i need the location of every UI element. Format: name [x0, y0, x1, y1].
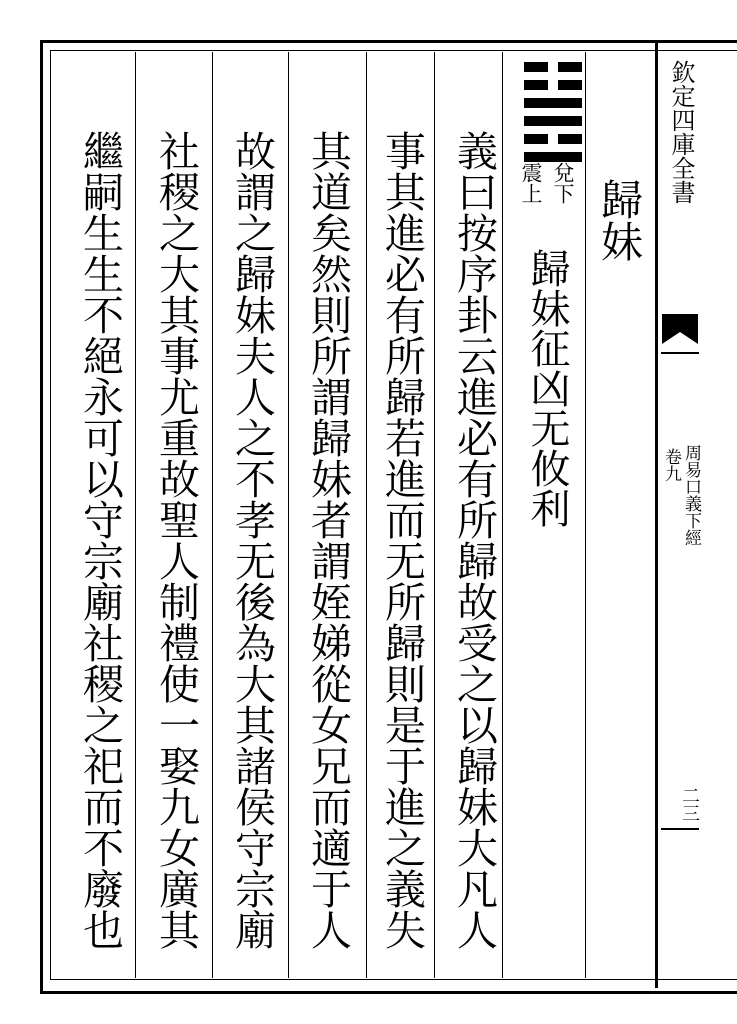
column-rule: [288, 52, 289, 978]
lower-trigram-label: 兌下: [551, 162, 575, 204]
column-rule: [135, 52, 136, 978]
fishtail-icon: [660, 312, 700, 346]
column-rule: [585, 52, 586, 978]
spine-divider: [661, 828, 699, 830]
spine-divider: [661, 352, 699, 354]
hexagram-symbol: [524, 62, 582, 170]
column-rule: [366, 52, 367, 978]
text-column: 繼嗣生生不絕永可以守宗廟社稷之祀而不廢也: [76, 130, 124, 950]
upper-trigram-label: 震上: [519, 162, 543, 204]
text-column: 社稷之大其事尤重故聖人制禮使一娶九女廣其: [152, 130, 200, 950]
column-rule: [434, 52, 435, 978]
text-column: 事其進必有所歸若進而无所歸則是于進之義失: [378, 130, 426, 950]
page-number: 二三: [679, 786, 700, 822]
column-rule: [502, 52, 503, 978]
spine-book-title: 周易口義下經: [681, 444, 701, 546]
spine-title: 欽定四庫全書: [667, 60, 695, 204]
hexagram-judgment: 歸妹征凶无攸利: [524, 248, 570, 528]
spine-volume: 卷九: [661, 448, 681, 482]
hexagram-heading: 歸妹: [595, 178, 644, 262]
text-column: 義曰按序卦云進必有所歸故受之以歸妹大凡人: [450, 130, 498, 950]
text-column: 故謂之歸妹夫人之不孝无後為大其諸侯守宗廟: [228, 130, 276, 950]
spine-border: [655, 41, 658, 988]
text-column: 其道矣然則所謂歸妹者謂姪娣從女兄而適于人: [304, 130, 352, 950]
column-rule: [212, 52, 213, 978]
